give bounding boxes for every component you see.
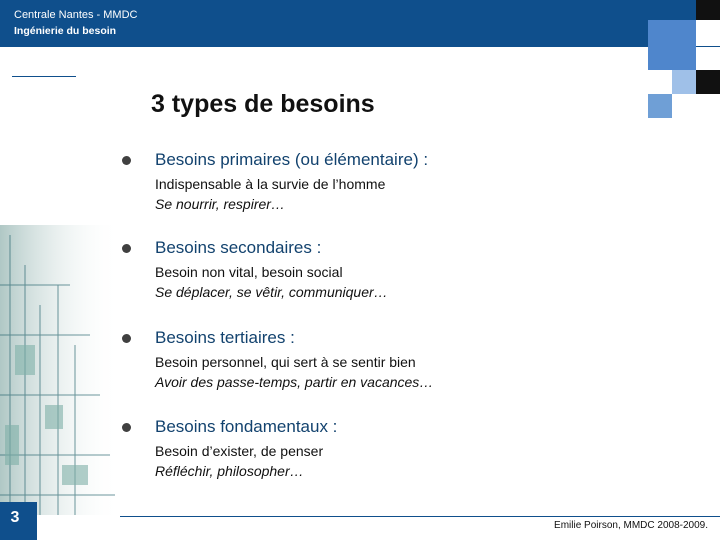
deco-square-black-top (696, 0, 720, 20)
item-heading: Besoins secondaires : (155, 238, 322, 257)
item-example: Réfléchir, philosopher… (155, 463, 304, 479)
header-course: Ingénierie du besoin (14, 25, 117, 37)
item-heading: Besoins fondamentaux : (155, 417, 338, 436)
bullet-icon (122, 244, 131, 253)
footer-divider (120, 516, 720, 517)
deco-square-light-blue-small (648, 94, 672, 118)
item-definition: Besoin personnel, qui sert à se sentir bien (155, 354, 416, 370)
bullet-icon (122, 334, 131, 343)
item-example: Se nourrir, respirer… (155, 196, 285, 212)
bullet-icon (122, 156, 131, 165)
bullet-icon (122, 423, 131, 432)
item-definition: Indispensable à la survie de l’homme (155, 176, 386, 192)
footer-credit: Emilie Poirson, MMDC 2008-2009. (554, 520, 708, 531)
circuit-decoration (0, 225, 120, 515)
slide-title: 3 types de besoins (151, 90, 375, 118)
header-school: Centrale Nantes - MMDC (14, 9, 138, 21)
deco-square-light-blue-large (648, 20, 696, 70)
header-bar (0, 0, 720, 47)
deco-square-pale-blue (672, 70, 696, 94)
page-number: 3 (10, 509, 20, 526)
item-example: Se déplacer, se vêtir, communiquer… (155, 284, 388, 300)
item-heading: Besoins tertiaires : (155, 328, 295, 347)
item-heading: Besoins primaires (ou élémentaire) : (155, 150, 429, 169)
deco-square-white-small (696, 20, 720, 46)
item-definition: Besoin non vital, besoin social (155, 264, 343, 280)
item-example: Avoir des passe-temps, partir en vacances… (155, 374, 434, 390)
item-definition: Besoin d’exister, de penser (155, 443, 324, 459)
header-underline (12, 76, 76, 77)
deco-square-black-mid (696, 70, 720, 94)
